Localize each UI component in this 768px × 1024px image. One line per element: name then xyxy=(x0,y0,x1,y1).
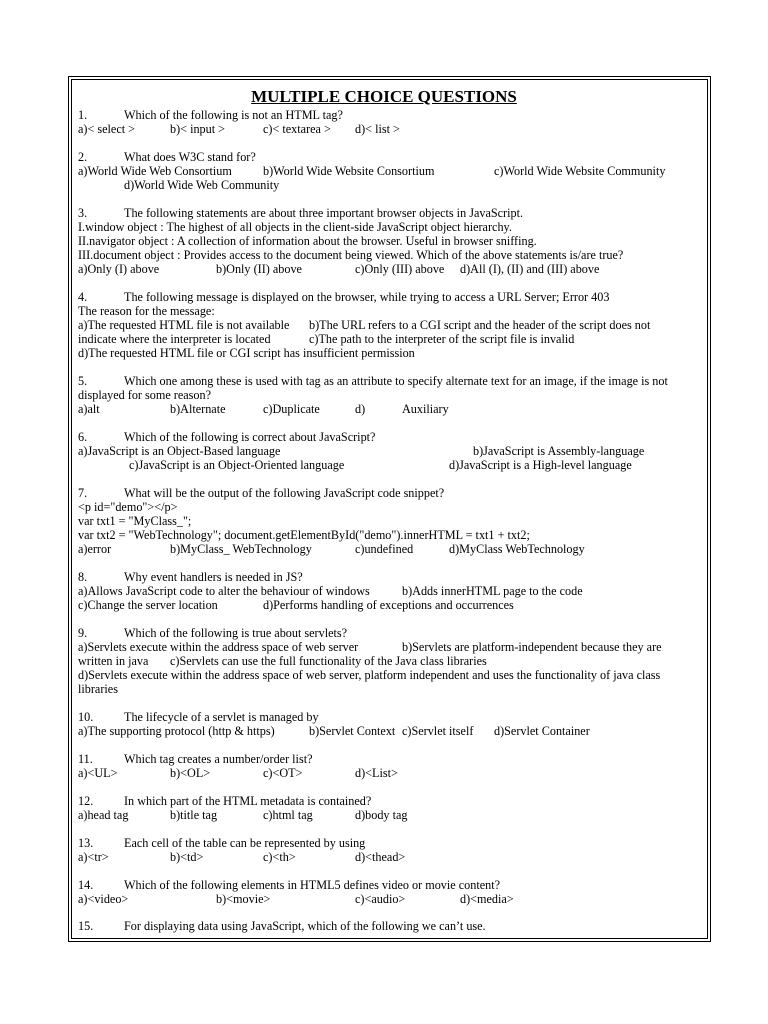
question-14-option-a: a)<video> xyxy=(78,892,129,906)
question-13-option-c: c)<th> xyxy=(263,850,296,864)
question-11-option-c: c)<OT> xyxy=(263,766,303,780)
question-2-option-a: a)World Wide Web Consortium xyxy=(78,164,232,178)
question-4-text: The following message is displayed on the browser, while trying to access a URL Server; Error 403 xyxy=(124,290,610,304)
question-7-code-line-1: <p id="demo"></p> xyxy=(78,500,178,514)
question-13-option-b: b)<td> xyxy=(170,850,204,864)
question-6-option-c: c)JavaScript is an Object-Oriented language xyxy=(129,458,345,472)
question-4-reason: The reason for the message: xyxy=(78,304,215,318)
question-3-number: 3. xyxy=(78,206,88,220)
question-11-option-a: a)<UL> xyxy=(78,766,118,780)
question-3-option-d: d)All (I), (II) and (III) above xyxy=(460,262,600,276)
question-6-option-a: a)JavaScript is an Object-Based language xyxy=(78,444,281,458)
question-6-text: Which of the following is correct about JavaScript? xyxy=(124,430,376,444)
question-5-option-b: b)Alternate xyxy=(170,402,226,416)
question-5-option-d-text: Auxiliary xyxy=(402,402,449,416)
question-10-option-a: a)The supporting protocol (http & https) xyxy=(78,724,275,738)
question-7-code-line-2: var txt1 = "MyClass_"; xyxy=(78,514,192,528)
question-8-option-a: a)Allows JavaScript code to alter the behaviour of windows xyxy=(78,584,370,598)
question-5-text: Which one among these is used with tag as an attribute to specify alternate text for an image, if the image is not xyxy=(124,374,668,388)
question-5-option-c: c)Duplicate xyxy=(263,402,320,416)
question-15-text: For displaying data using JavaScript, which of the following we can’t use. xyxy=(124,919,486,933)
question-2-text: What does W3C stand for? xyxy=(124,150,256,164)
question-9-option-b-cont: written in java xyxy=(78,654,149,668)
question-5-option-d: d) xyxy=(355,402,366,416)
question-13-option-d: d)<thead> xyxy=(355,850,406,864)
question-4-option-b: b)The URL refers to a CGI script and the header of the script does not xyxy=(309,318,651,332)
question-11-number: 11. xyxy=(78,752,93,766)
question-8-text: Why event handlers is needed in JS? xyxy=(124,570,303,584)
question-12-option-a: a)head tag xyxy=(78,808,129,822)
question-14-option-b: b)<movie> xyxy=(216,892,271,906)
question-9-text: Which of the following is true about servlets? xyxy=(124,626,348,640)
question-4-number: 4. xyxy=(78,290,88,304)
question-10-text: The lifecycle of a servlet is managed by xyxy=(124,710,319,724)
question-1-option-a: a)< select > xyxy=(78,122,136,136)
question-3-option-b: b)Only (II) above xyxy=(216,262,302,276)
question-9-number: 9. xyxy=(78,626,88,640)
question-9-option-c: c)Servlets can use the full functionality of the Java class libraries xyxy=(170,654,487,668)
question-3-statement-1: I.window object : The highest of all objects in the client-side JavaScript object hierarchy. xyxy=(78,220,512,234)
question-5-option-a: a)alt xyxy=(78,402,100,416)
page-title: MULTIPLE CHOICE QUESTIONS xyxy=(251,87,517,106)
question-7-code-line-3: var txt2 = "WebTechnology"; document.getElementById("demo").innerHTML = txt1 + txt2; xyxy=(78,528,530,542)
question-9-option-b: b)Servlets are platform-independent because they are xyxy=(402,640,662,654)
question-15-number: 15. xyxy=(78,919,94,933)
question-7-number: 7. xyxy=(78,486,88,500)
question-3-statement-3: III.document object : Provides access to the document being viewed. Which of the above statements is/are true? xyxy=(78,248,624,262)
question-12-text: In which part of the HTML metadata is contained? xyxy=(124,794,372,808)
question-8-number: 8. xyxy=(78,570,88,584)
question-13-number: 13. xyxy=(78,836,94,850)
question-9-option-d: d)Servlets execute within the address space of web server, platform independent and uses the functionality of java class xyxy=(78,668,661,682)
question-12-option-c: c)html tag xyxy=(263,808,313,822)
question-2-number: 2. xyxy=(78,150,88,164)
question-3-option-a: a)Only (I) above xyxy=(78,262,160,276)
question-8-option-b: b)Adds innerHTML page to the code xyxy=(402,584,583,598)
question-10-option-d: d)Servlet Container xyxy=(494,724,590,738)
question-6-number: 6. xyxy=(78,430,88,444)
question-14-option-c: c)<audio> xyxy=(355,892,406,906)
question-1-option-c: c)< textarea > xyxy=(263,122,331,136)
question-9-option-d-cont: libraries xyxy=(78,682,118,696)
question-7-text: What will be the output of the following JavaScript code snippet? xyxy=(124,486,445,500)
question-4-option-c: c)The path to the interpreter of the script file is invalid xyxy=(309,332,575,346)
question-9-option-a: a)Servlets execute within the address space of web server xyxy=(78,640,359,654)
question-10-option-c: c)Servlet itself xyxy=(402,724,474,738)
question-11-text: Which tag creates a number/order list? xyxy=(124,752,313,766)
question-5-text-cont: displayed for some reason? xyxy=(78,388,212,402)
question-10-option-b: b)Servlet Context xyxy=(309,724,396,738)
question-11-option-b: b)<OL> xyxy=(170,766,211,780)
question-10-number: 10. xyxy=(78,710,94,724)
question-1-text: Which of the following is not an HTML tag? xyxy=(124,108,343,122)
question-8-option-c: c)Change the server location xyxy=(78,598,218,612)
question-12-number: 12. xyxy=(78,794,94,808)
question-14-option-d: d)<media> xyxy=(460,892,514,906)
question-12-option-b: b)title tag xyxy=(170,808,218,822)
question-7-option-a: a)error xyxy=(78,542,112,556)
question-2-option-c: c)World Wide Website Community xyxy=(494,164,666,178)
question-14-number: 14. xyxy=(78,878,94,892)
question-4-option-a: a)The requested HTML file is not available xyxy=(78,318,290,332)
question-3-statement-2: II.navigator object : A collection of information about the browser. Useful in browser sniffing. xyxy=(78,234,537,248)
question-3-option-c: c)Only (III) above xyxy=(355,262,445,276)
question-7-option-d: d)MyClass WebTechnology xyxy=(449,542,585,556)
question-6-option-b: b)JavaScript is Assembly-language xyxy=(473,444,645,458)
question-4-option-d: d)The requested HTML file or CGI script has insufficient permission xyxy=(78,346,415,360)
question-7-option-c: c)undefined xyxy=(355,542,414,556)
question-11-option-d: d)<List> xyxy=(355,766,398,780)
question-13-text: Each cell of the table can be represented by using xyxy=(124,836,366,850)
question-2-option-b: b)World Wide Website Consortium xyxy=(263,164,435,178)
question-7-option-b: b)MyClass_ WebTechnology xyxy=(170,542,312,556)
question-1-option-b: b)< input > xyxy=(170,122,226,136)
question-1-number: 1. xyxy=(78,108,88,122)
question-13-option-a: a)<tr> xyxy=(78,850,109,864)
question-5-number: 5. xyxy=(78,374,88,388)
question-12-option-d: d)body tag xyxy=(355,808,408,822)
question-8-option-d: d)Performs handling of exceptions and occurrences xyxy=(263,598,514,612)
question-3-text: The following statements are about three important browser objects in JavaScript. xyxy=(124,206,524,220)
question-4-option-b-cont: indicate where the interpreter is located xyxy=(78,332,271,346)
question-2-option-d: d)World Wide Web Community xyxy=(124,178,280,192)
question-14-text: Which of the following elements in HTML5 defines video or movie content? xyxy=(124,878,501,892)
question-1-option-d: d)< list > xyxy=(355,122,400,136)
question-6-option-d: d)JavaScript is a High-level language xyxy=(449,458,632,472)
